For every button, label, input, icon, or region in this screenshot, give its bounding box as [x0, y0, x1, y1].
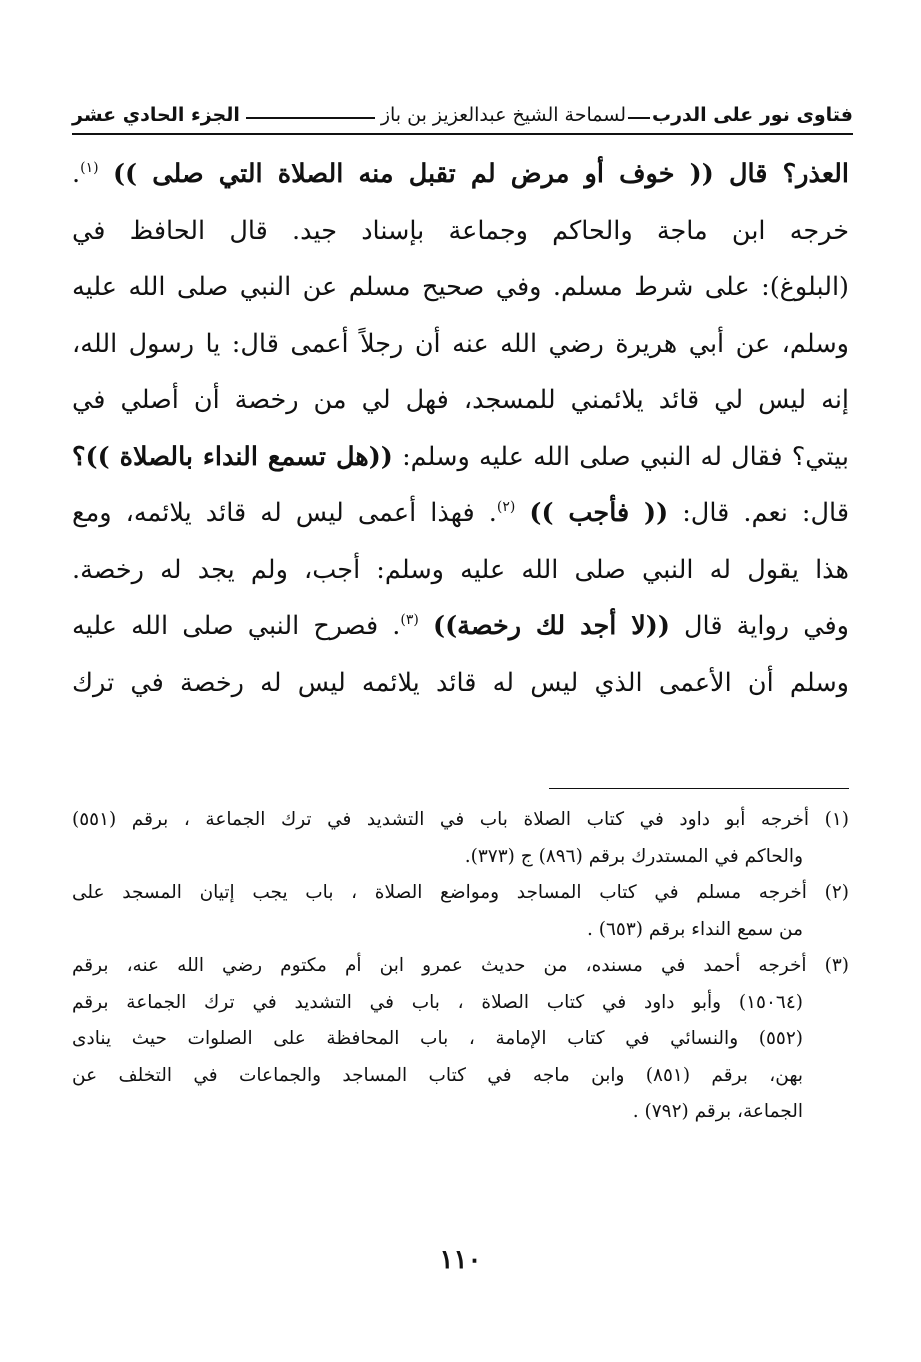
- footnote-line: (١٥٠٦٤) وأبو داود في كتاب الصلاة ، باب في التشديد في ترك الجماعة برقم: [72, 991, 803, 1013]
- footnote-line: (٥٥٢) والنسائي في كتاب الإمامة ، باب المحافظة على الصلوات حيث ينادى: [72, 1028, 803, 1049]
- footnote-line: (١) أخرجه أبو داود في كتاب الصلاة باب في التشديد في ترك الجماعة ، برقم (٥٥١): [72, 809, 849, 830]
- body-line: (البلوغ): على شرط مسلم. وفي صحيح مسلم عن النبي صلى الله عليه: [72, 272, 849, 302]
- footnote-separator: [549, 788, 849, 789]
- footnote: [72, 948, 849, 1131]
- body-line: خرجه ابن ماجة والحاكم وجماعة بإسناد جيد. قال الحافظ في: [72, 215, 849, 246]
- footnote-line: (٣) أخرجه أحمد في مسنده، من حديث عمرو ابن أم مكتوم رضي الله عنه، برقم: [72, 955, 849, 976]
- footnote-line: والحاكم في المستدرك برقم (٨٩٦) ج (٣٧٣).: [464, 845, 803, 867]
- page-number: ١١٠: [439, 1245, 482, 1275]
- header-book-title: فتاوى نور على الدرب: [652, 104, 853, 126]
- footnote-line: الجماعة، برقم (٧٩٢) .: [632, 1101, 803, 1122]
- footnote-line: (٢) أخرجه مسلم في كتاب المساجد ومواضع الصلاة ، باب يجب إتيان المسجد على: [72, 882, 849, 903]
- body-line: وسلم أن الأعمى الذي ليس له قائد يلائمه ليس له رخصة في ترك: [72, 667, 849, 698]
- footnote: [72, 875, 849, 948]
- body-line: بيتي؟ فقال له النبي صلى الله عليه وسلم: ((هل تسمع النداء بالصلاة ))؟: [72, 441, 849, 472]
- body-line: هذا يقول له النبي صلى الله عليه وسلم: أجب، ولم يجد له رخصة.: [72, 554, 849, 585]
- footnote: [72, 802, 849, 875]
- running-header: [72, 86, 853, 126]
- footnotes: [72, 802, 849, 1131]
- body-line: وسلم، عن أبي هريرة رضي الله عنه أن رجلاً أعمى قال: يا رسول الله،: [72, 328, 849, 359]
- body-line: قال: نعم. قال: (( فأجب )) $^{(٢)}$. فهذا أعمى ليس له قائد يلائمه، ومع: [72, 498, 849, 528]
- header-rule: [72, 133, 853, 135]
- footnote-line: من سمع النداء برقم (٦٥٣) .: [587, 918, 803, 940]
- footnote-line: بهن، برقم (٨٥١) وابن ماجه في كتاب المساجد والجماعات في التخلف عن: [72, 1064, 803, 1086]
- header-volume: الجزء الحادي عشر: [72, 104, 240, 126]
- body-line: وفي رواية قال ((لا أجد لك رخصة)) $^{(٣)}$. فصرح النبي صلى الله عليه: [72, 611, 849, 641]
- header-author: لسماحة الشيخ عبدالعزيز بن باز: [380, 104, 626, 126]
- main-text: [72, 146, 849, 711]
- header-separator-short: [628, 117, 650, 119]
- body-line: العذر؟ قال (( خوف أو مرض لم تقبل منه الصلاة التي صلى )) $^{(١)}$.: [72, 159, 849, 189]
- body-line: إنه ليس لي قائد يلائمني للمسجد، فهل لي من رخصة أن أصلي في: [72, 385, 849, 415]
- header-separator-long: [246, 117, 375, 119]
